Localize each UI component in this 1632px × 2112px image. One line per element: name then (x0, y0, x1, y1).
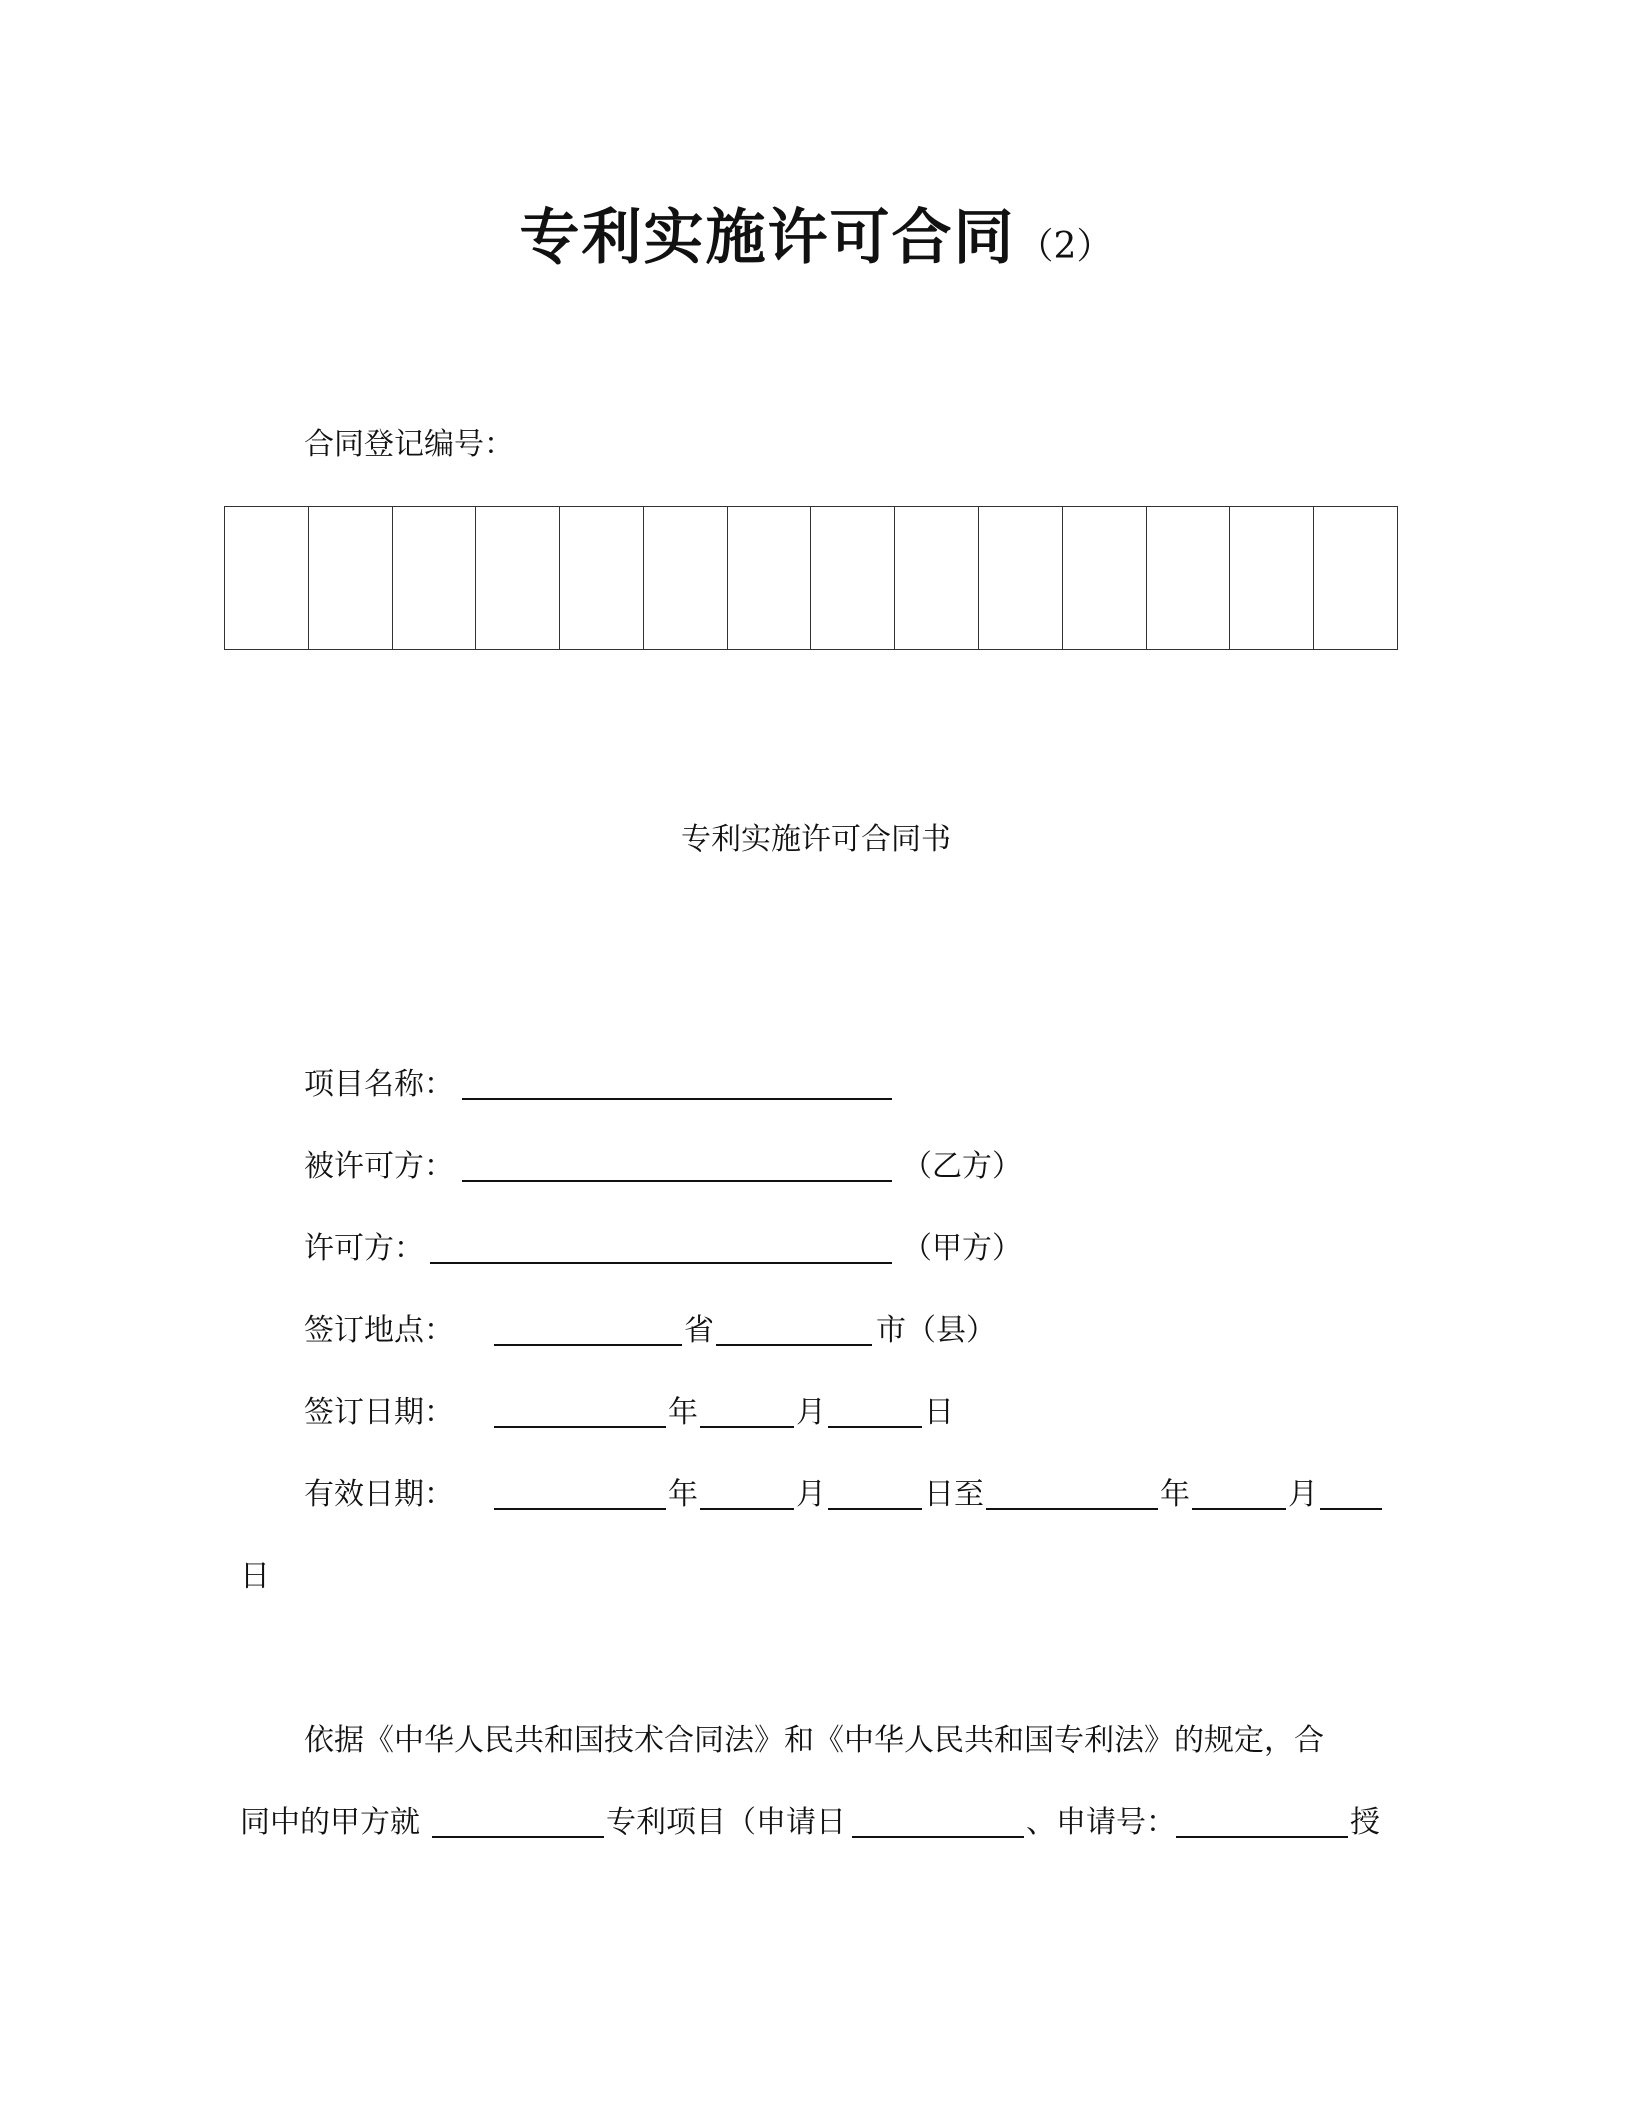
licensor-suffix: （甲方） (902, 1231, 1022, 1266)
document-title (0, 190, 1632, 276)
application-number-blank[interactable] (1176, 1836, 1348, 1838)
valid-start-day-blank[interactable] (828, 1508, 922, 1510)
paragraph-line-2d: 授 (1350, 1805, 1380, 1840)
application-date-blank[interactable] (852, 1836, 1024, 1838)
city-text: 市（县） (876, 1313, 996, 1348)
registration-cell[interactable] (1063, 507, 1147, 649)
paragraph-line-2b: 专利项目（申请日 (606, 1805, 846, 1840)
document-subtitle: 专利实施许可合同书 (681, 822, 951, 857)
sign-day-blank[interactable] (828, 1426, 922, 1428)
registration-cell[interactable] (393, 507, 477, 649)
licensor-label: 许可方： (304, 1231, 424, 1266)
valid-day-to-text: 日至 (924, 1477, 984, 1512)
valid-end-year-blank[interactable] (986, 1508, 1158, 1510)
paragraph-line-2a: 同中的甲方就 (240, 1805, 420, 1840)
title-suffix: （2） (1017, 226, 1113, 267)
valid-start-year-text: 年 (668, 1477, 698, 1512)
registration-cell[interactable] (1314, 507, 1397, 649)
paragraph-line-1: 依据《中华人民共和国技术合同法》和《中华人民共和国专利法》的规定，合 (304, 1723, 1324, 1758)
registration-number-grid (224, 506, 1398, 650)
licensee-blank[interactable] (462, 1180, 892, 1182)
province-blank[interactable] (494, 1344, 682, 1346)
registration-cell[interactable] (644, 507, 728, 649)
valid-start-month-blank[interactable] (700, 1508, 794, 1510)
registration-cell[interactable] (979, 507, 1063, 649)
registration-cell[interactable] (309, 507, 393, 649)
valid-end-year-text: 年 (1160, 1477, 1190, 1512)
registration-cell[interactable] (811, 507, 895, 649)
sign-month-blank[interactable] (700, 1426, 794, 1428)
valid-end-month-blank[interactable] (1192, 1508, 1286, 1510)
sign-day-text: 日 (924, 1395, 954, 1430)
registration-cell[interactable] (560, 507, 644, 649)
sign-place-label: 签订地点： (304, 1313, 454, 1348)
project-name-label: 项目名称： (304, 1067, 454, 1102)
registration-cell[interactable] (225, 507, 309, 649)
valid-date-label: 有效日期： (304, 1477, 454, 1512)
valid-end-month-text: 月 (1288, 1477, 1318, 1512)
valid-start-year-blank[interactable] (494, 1508, 666, 1510)
city-blank[interactable] (716, 1344, 872, 1346)
sign-year-blank[interactable] (494, 1426, 666, 1428)
title-main: 专利实施许可合同 (519, 203, 1016, 273)
valid-end-day-blank[interactable] (1320, 1508, 1382, 1510)
paragraph-line-2c: 、申请号： (1026, 1805, 1176, 1840)
registration-cell[interactable] (895, 507, 979, 649)
registration-label: 合同登记编号： (304, 427, 514, 462)
valid-end-day-text: 日 (240, 1559, 270, 1594)
registration-cell[interactable] (728, 507, 812, 649)
sign-year-text: 年 (668, 1395, 698, 1430)
registration-cell[interactable] (1147, 507, 1231, 649)
valid-start-month-text: 月 (796, 1477, 826, 1512)
licensee-label: 被许可方： (304, 1149, 454, 1184)
licensee-suffix: （乙方） (902, 1149, 1022, 1184)
province-text: 省 (684, 1313, 714, 1348)
sign-date-label: 签订日期： (304, 1395, 454, 1430)
patentee-blank[interactable] (432, 1836, 604, 1838)
licensor-blank[interactable] (430, 1262, 892, 1264)
registration-cell[interactable] (1230, 507, 1314, 649)
registration-cell[interactable] (476, 507, 560, 649)
project-name-blank[interactable] (462, 1098, 892, 1100)
sign-month-text: 月 (796, 1395, 826, 1430)
